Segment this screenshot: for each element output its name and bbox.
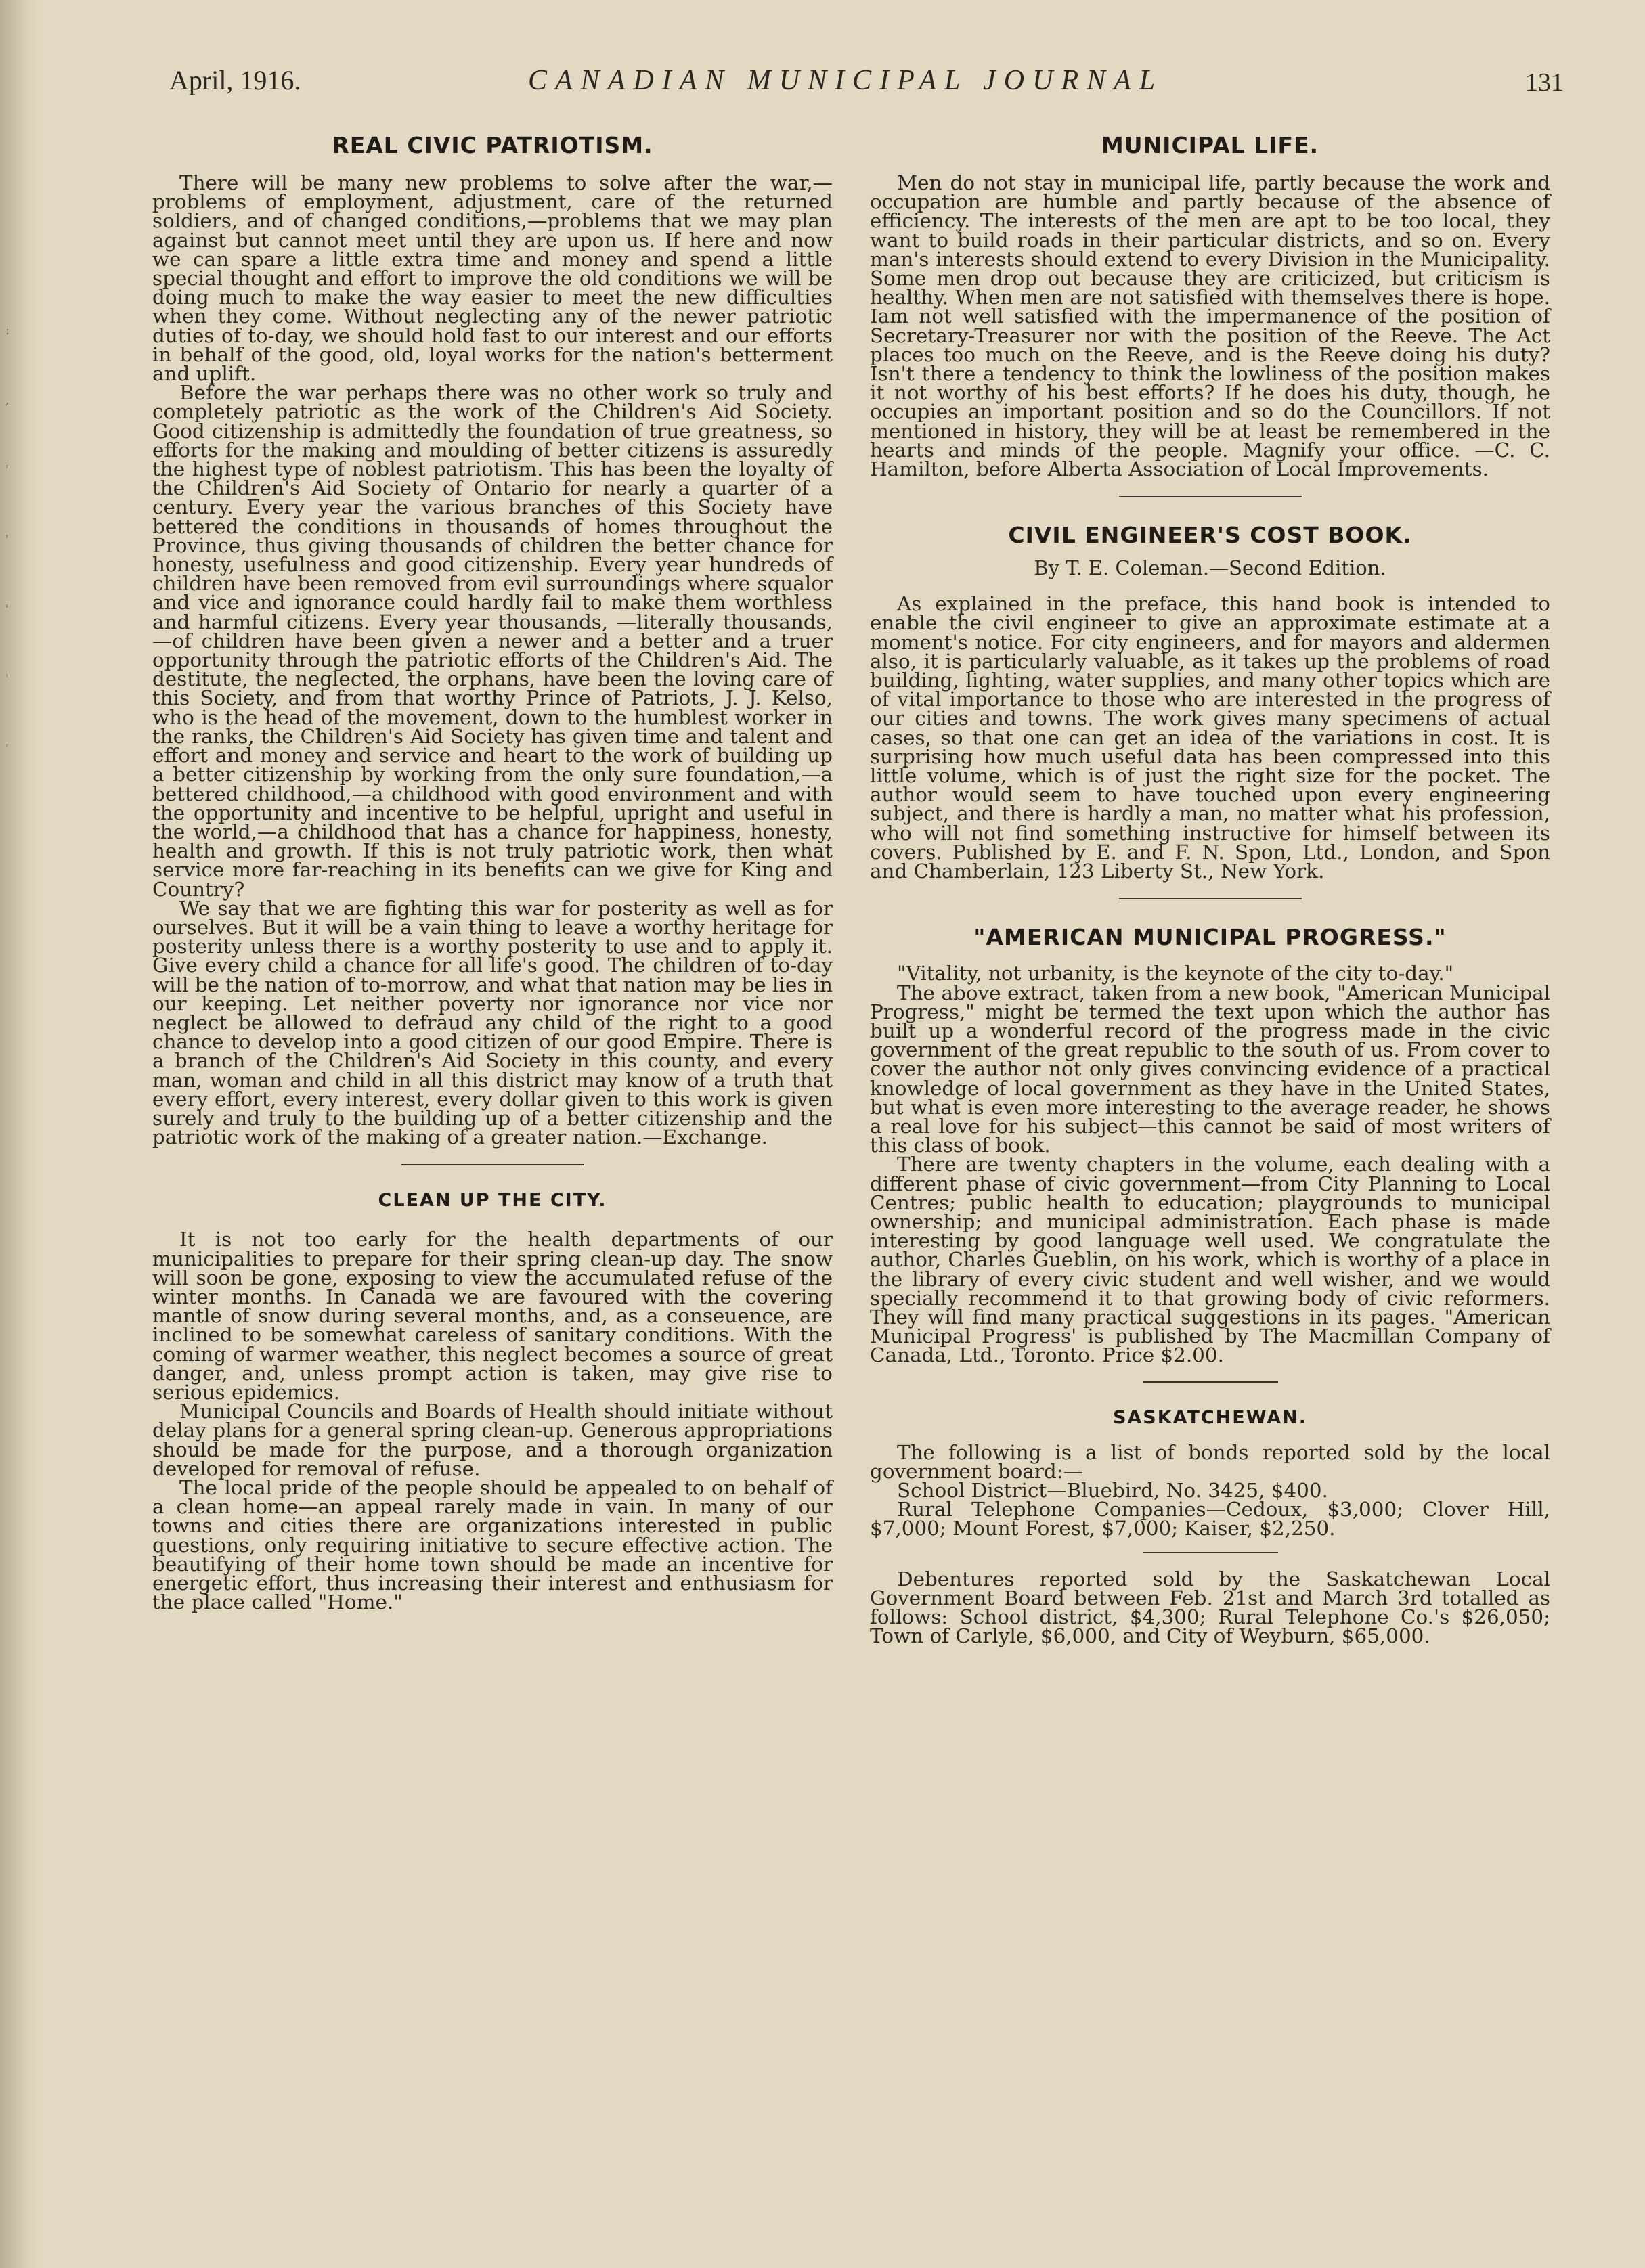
section-divider bbox=[1119, 496, 1302, 497]
section-divider bbox=[401, 1164, 584, 1165]
article-title: REAL CIVIC PATRIOTISM. bbox=[332, 132, 653, 158]
article-municipal-life bbox=[870, 132, 1550, 479]
article-title: CIVIL ENGINEER'S COST BOOK. bbox=[1008, 522, 1412, 549]
paragraph: The local pride of the people should be appealed to on behalf of a clean home—an appeal rarely made in vain. In many of our towns and cities there are organizations interested in public questions, only requiring initiative to secure effective action. The beautifying of their home town should be made an incentive for energetic effort, thus increasing their interest and enthusiasm for the place called "Home." bbox=[152, 1476, 833, 1614]
section-divider bbox=[1143, 1381, 1278, 1383]
header-date: April, 1916. bbox=[169, 65, 301, 95]
paragraph: Rural Telephone Companies—Cedoux, $3,000; Clover Hill, $7,000; Mount Forest, $7,000; Kaiser, $2,250. bbox=[870, 1498, 1550, 1540]
article-real-civic-patriotism bbox=[152, 132, 833, 1147]
paragraph: The above extract, taken from a new book, "American Municipal Progress," might be termed the text upon which the author has built up a wonderful record of the progress made in the civic government of the great republic to the south of us. From cover to cover the author not only gives convincing evidence of a practical knowledge of local government as they have in the United States, but what is even more interesting to the average reader, he shows a real love for his subject—this cannot be said of most writers of this class of book. bbox=[870, 981, 1550, 1157]
paragraph: Before the war perhaps there was no other work so truly and completely patriotic as the work of the Children's Aid Society. Good citizenship is admittedly the foundation of true greatness, so efforts for the making and moulding of better citizens is assuredly the highest type of noblest patriotism. This has been the loyalty of the Children's Aid Society of Ontario for nearly a quarter of a century. Every year the various branches of this Society have bettered the conditions in thousands of homes throughout the Province, thus giving thousands of children the better chance for honesty, usefulness and good citizenship. Every year hundreds of children have been removed from evil surroundings where squalor and vice and ignorance could hardly fail to make them worthless and harmful citizens. Every year thousands, —literally thousands,—of children have been given a newer and a better and a truer opportunity through the patriotic efforts of the Children's Aid. The destitute, the neglected, the orphans, have been the loving care of this Society, and from that worthy Prince of Patriots, J. J. Kelso, who is the head of the movement, down to the humblest worker in the ranks, the Children's Aid Society has given time and talent and effort and money and service and heart to the work of building up a better citizenship by working from the only sure foundation,—a bettered childhood,—a childhood with good environment and with the opportunity and incentive to be helpful, upright and useful in the world,—a childhood that has a chance for happiness, honesty, health and growth. If this is not truly patriotic work, then what service more far-reaching in its benefits can we give for King and Country? bbox=[152, 381, 833, 901]
byline: By T. E. Coleman.—Second Edition. bbox=[1034, 556, 1386, 580]
article-saskatchewan bbox=[870, 1407, 1550, 1646]
article-title: SASKATCHEWAN. bbox=[1112, 1406, 1308, 1428]
paragraph: It is not too early for the health departments of our municipalities to prepare for their spring clean-up day. The snow will soon be gone, exposing to view the accumulated refuse of the winter months. In Canada we are favoured with the covering mantle of snow during several months, and, as a conseuence, are inclined to be somewhat careless of sanitary conditions. With the coming of warmer weather, this neglect becomes a source of great danger, and, unless prompt action is taken, may give rise to serious epidemics. bbox=[152, 1228, 833, 1404]
page-number: 131 bbox=[1525, 68, 1564, 97]
margin-marks: : , ' ' ' ' ' bbox=[5, 324, 10, 756]
paragraph: There will be many new problems to solve after the war,—problems of employment, adjustment, care of the returned soldiers, and of changed conditions,—problems that we may plan against but cannot meet until they are upon us. If here and now we can spare a little extra time and money and spend a little special thought and effort to improve the old conditions we will be doing much to make the way easier to meet the new difficulties when they come. Without neglecting any of the newer patriotic duties of to-day, we should hold fast to our interest and our efforts in behalf of the good, old, loyal works for the nation's betterment and uplift. bbox=[152, 171, 833, 386]
running-header bbox=[169, 64, 1564, 112]
paragraph: Municipal Councils and Boards of Health should initiate without delay plans for a general spring clean-up. Generous appropriations should be made for the purpose, and a thorough organization developed for removal of refuse. bbox=[152, 1400, 833, 1480]
journal-title: CANADIAN MUNICIPAL JOURNAL bbox=[528, 65, 1164, 96]
article-clean-up-the-city bbox=[152, 1190, 833, 1614]
article-civil-engineers-cost-book bbox=[870, 522, 1550, 881]
paragraph: Debentures reported sold by the Saskatchewan Local Government Board between Feb. 21st and March 3rd totalled as follows: School district, $4,300; Rural Telephone Co.'s $26,050; Town of Carlyle, $6,000, and City of Weyburn, $65,000. bbox=[870, 1567, 1550, 1648]
paragraph: School District—Bluebird, No. 3425, $400. bbox=[897, 1478, 1328, 1502]
section-divider bbox=[1143, 1552, 1278, 1553]
paragraph: We say that we are fighting this war for posterity as well as for ourselves. But it will be a vain thing to leave a worthy heritage for posterity unless there is a worthy posterity to use and to apply it. Give every child a chance for all life's good. The children of to-day will be the nation of to-morrow, and what that nation may be lies in our keeping. Let neither poverty nor ignorance nor vice nor neglect be allowed to defraud any child of the right to a good chance to develop into a good citizen of our good Empire. There is a branch of the Children's Aid Society in this county, and every man, woman and child in all this district may know of a truth that every effort, every interest, every dollar given to this work is given surely and truly to the building up of a better citizenship and the patriotic work of the making of a greater nation.—Exchange. bbox=[152, 896, 833, 1149]
left-column bbox=[152, 132, 833, 1614]
right-column bbox=[870, 132, 1550, 1648]
section-divider bbox=[1119, 898, 1302, 899]
paragraph: There are twenty chapters in the volume, each dealing with a different phase of civic government—from City Planning to Local Centres; public health to education; playgrounds to municipal ownership; and municipal administration. Each phase is made interesting by good language well used. We congratulate the author, Charles Gueblin, on his work, which is worthy of a place in the library of every civic student and well wisher, and we would specially recommend it to that growing body of civic reformers. They will find many practical suggestions in its pages. "American Municipal Progress' is published by The Macmillan Company of Canada, Ltd., Toronto. Price $2.00. bbox=[870, 1153, 1550, 1367]
paragraph: Men do not stay in municipal life, partly because the work and occupation are humble and partly because of the absence of efficiency. The interests of the men are apt to be too local, they want to build roads in their particular districts, and so on. Every man's interests should extend to every Division in the Municipality. Some men drop out because they are criticized, but criticism is healthy. When men are not satisfied with themselves there is hope. Iam not well satisfied with the impermanence of the position of Secretary-Treasurer nor with the position of the Reeve. The Act places too much on the Reeve, and is the Reeve doing his duty? Isn't there a tendency to think the lowliness of the position makes it not worthy of his best efforts? If he does his duty, though, he occupies an important position and so do the Councillors. If not mentioned in history, they will be at least be remembered in the hearts and minds of the people. Magnify your office. —C. C. Hamilton, before Alberta Association of Local Improvements. bbox=[870, 171, 1550, 481]
article-title: MUNICIPAL LIFE. bbox=[1101, 132, 1319, 158]
article-title: CLEAN UP THE CITY. bbox=[378, 1190, 607, 1211]
paragraph: "Vitality, not urbanity, is the keynote of the city to-day." bbox=[897, 962, 1454, 985]
paragraph: The following is a list of bonds reported sold by the local government board:— bbox=[870, 1440, 1550, 1483]
paragraph: As explained in the preface, this hand book is intended to enable the civil engineer to give an approximate estimate at a moment's notice. For city engineers, and for mayors and aldermen also, it is particularly valuable, as it takes up the problems of road building, lighting, water supplies, and many other topics which are of vital importance to those who are interested in the progress of our cities and towns. The work gives many specimens of actual cases, so that one can get an idea of the variations in cost. It is surprising how much useful data has been compressed into this little volume, which is of just the right size for the pocket. The author would seem to have touched upon every engineering subject, and there is hardly a man, no matter what his profession, who will not find something instructive for himself between its covers. Published by E. and F. N. Spon, Ltd., London, and Spon and Chamberlain, 123 Liberty St., New York. bbox=[870, 592, 1550, 883]
article-american-municipal-progress bbox=[870, 924, 1550, 1367]
article-title: "AMERICAN MUNICIPAL PROGRESS." bbox=[973, 924, 1447, 951]
